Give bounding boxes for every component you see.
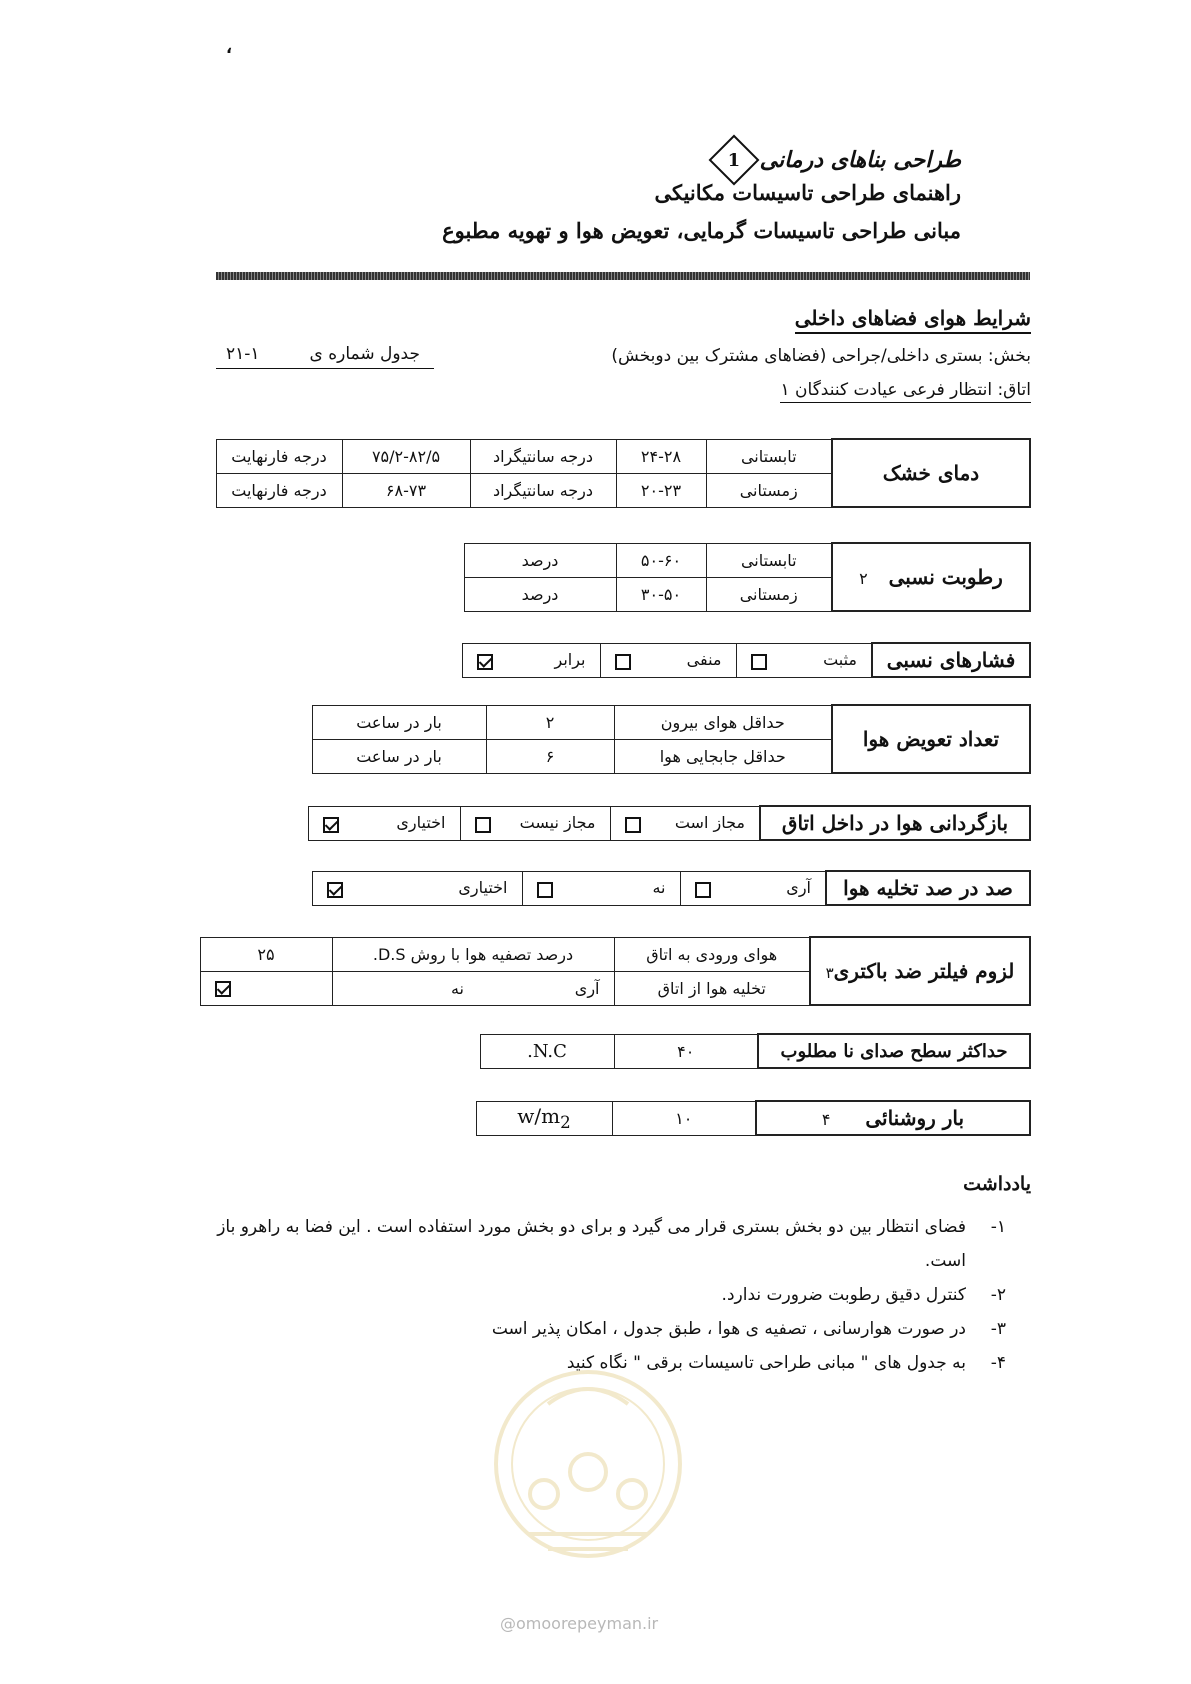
header-line1: طراحی بناهای درمانی <box>759 147 961 173</box>
note-text: به جدول های " مبانی طراحی تاسیسات برقی " نگاه کنید <box>566 1353 966 1373</box>
filter-efficiency-desc: درصد تصفیه هوا با روش D.S. <box>332 937 614 971</box>
humidity-label <box>832 543 1030 611</box>
recirculation-option-allowed[interactable] <box>610 806 760 840</box>
lighting-value: ۱۰ <box>612 1101 756 1135</box>
header-line2: راهنمای طراحی تاسیسات مکانیکی <box>654 180 961 205</box>
note-number: ۳- <box>990 1319 1006 1339</box>
temp-c-unit: درجه سانتیگراد <box>470 439 616 473</box>
lighting-unit-base: w/m <box>517 1104 561 1128</box>
noise-table <box>480 1033 1032 1069</box>
filter-option-no[interactable] <box>332 971 478 1005</box>
min-outdoor-air-value: ۲ <box>486 705 614 739</box>
note-text: کنترل دقیق رطوبت ضرورت ندارد. <box>721 1285 966 1305</box>
notes-title: یادداشت <box>963 1173 1031 1195</box>
temp-f-winter: ۶۸-۷۳ <box>342 473 470 507</box>
checkbox-allowed[interactable] <box>625 817 641 833</box>
humidity-table <box>464 542 1032 612</box>
temp-f-unit: درجه فارنهایت <box>216 473 342 507</box>
noise-label: حداکثر سطح صدای نا مطلوب <box>758 1034 1030 1068</box>
filter-efficiency-value: ۲۵ <box>200 937 332 971</box>
filter-no-checkbox-cell[interactable] <box>200 971 332 1005</box>
option-label: نه <box>450 978 464 998</box>
noise-unit: N.C. <box>480 1034 614 1068</box>
air-change-unit: بار در ساعت <box>312 739 486 773</box>
exhaust-option-no[interactable] <box>522 871 680 905</box>
pressure-table <box>462 642 1032 678</box>
filter-note-ref: ۳ <box>825 964 834 982</box>
lighting-unit <box>476 1101 612 1135</box>
option-label: آری <box>786 878 811 897</box>
filter-option-yes[interactable] <box>478 971 614 1005</box>
option-label: مجاز نیست <box>519 813 596 832</box>
temp-c-summer: ۲۴-۲۸ <box>616 439 706 473</box>
lighting-label-text: بار روشنائی <box>865 1106 965 1130</box>
temp-f-summer: ۷۵/۲-۸۲/۵ <box>342 439 470 473</box>
chapter-badge-number: 1 <box>727 149 740 171</box>
table-number-value: ۲۱-۱ <box>226 344 260 364</box>
checkbox-negative[interactable] <box>615 654 631 670</box>
min-total-air-value: ۶ <box>486 739 614 773</box>
air-change-table <box>312 704 1032 774</box>
pressure-option-equal[interactable] <box>462 643 600 677</box>
recirculation-option-not-allowed[interactable] <box>460 806 610 840</box>
filter-exhaust-air: تخلیه هوا از اتاق <box>614 971 810 1005</box>
watermark-text: @omoorepeyman.ir <box>500 1614 659 1633</box>
option-label: مجاز است <box>674 813 745 832</box>
room-line: اتاق: انتظار فرعی عیادت کنندگان ۱ <box>780 380 1031 403</box>
checkbox-equal-checked[interactable] <box>477 654 493 670</box>
header-divider <box>216 272 1030 280</box>
note-number: ۱- <box>990 1217 1006 1237</box>
table-number-label: جدول شماره ی <box>309 344 420 364</box>
watermark-logo-icon <box>488 1344 688 1584</box>
lighting-note-ref: ۴ <box>821 1110 831 1129</box>
exhaust-option-optional[interactable] <box>312 871 522 905</box>
note-number: ۲- <box>990 1285 1006 1305</box>
note-number: ۴- <box>990 1353 1006 1373</box>
humidity-unit: درصد <box>464 577 616 611</box>
note-item <box>206 1210 1006 1278</box>
dry-temp-label: دمای خشک <box>832 439 1030 507</box>
humidity-summer: ۵۰-۶۰ <box>616 543 706 577</box>
note-text: در صورت هوارسانی ، تصفیه ی هوا ، طبق جدول ، امکان پذیر است <box>491 1319 966 1339</box>
note-item <box>206 1278 1006 1312</box>
humidity-label-text: رطوبت نسبی <box>888 565 1003 589</box>
lighting-label <box>756 1101 1030 1135</box>
section-title: شرایط هوای فضاهای داخلی <box>795 306 1031 334</box>
temp-c-unit: درجه سانتیگراد <box>470 473 616 507</box>
header-title <box>710 142 961 178</box>
option-label: اختیاری <box>458 878 508 897</box>
pressure-option-positive[interactable] <box>736 643 872 677</box>
pressure-label: فشارهای نسبی <box>872 643 1030 677</box>
temp-c-winter: ۲۰-۲۳ <box>616 473 706 507</box>
table-number <box>216 344 434 369</box>
exhaust-option-yes[interactable] <box>680 871 826 905</box>
lighting-table <box>476 1100 1032 1136</box>
recirculation-label: بازگردانی هوا در داخل اتاق <box>760 806 1030 840</box>
checkbox-no-checked[interactable] <box>215 981 231 997</box>
filter-table <box>200 936 1032 1006</box>
filter-label <box>810 937 1030 1005</box>
chapter-badge <box>708 135 759 186</box>
exhaust-table <box>312 870 1032 906</box>
lighting-unit-sub: 2 <box>560 1113 571 1132</box>
season-winter: زمستانی <box>706 473 832 507</box>
option-label: آری <box>574 978 600 998</box>
option-label: اختیاری <box>396 813 446 832</box>
season-winter: زمستانی <box>706 577 832 611</box>
humidity-winter: ۳۰-۵۰ <box>616 577 706 611</box>
option-label: مثبت <box>823 650 857 669</box>
air-change-unit: بار در ساعت <box>312 705 486 739</box>
humidity-note-ref: ۲ <box>859 569 868 588</box>
department-line: بخش: بستری داخلی/جراحی (فضاهای مشترک بین دوبخش) <box>611 346 1031 366</box>
checkbox-not-allowed[interactable] <box>475 817 491 833</box>
checkbox-optional-checked[interactable] <box>323 817 339 833</box>
recirculation-table <box>308 805 1032 841</box>
checkbox-yes[interactable] <box>695 882 711 898</box>
recirculation-option-optional[interactable] <box>308 806 460 840</box>
checkbox-no[interactable] <box>537 882 553 898</box>
min-outdoor-air: حداقل هوای بیرون <box>614 705 832 739</box>
air-change-label: تعداد تعویض هوا <box>832 705 1030 773</box>
humidity-unit: درصد <box>464 543 616 577</box>
filter-supply-air: هوای ورودی به اتاق <box>614 937 810 971</box>
pressure-option-negative[interactable] <box>600 643 736 677</box>
option-label: نه <box>652 878 666 897</box>
checkbox-optional-checked[interactable] <box>327 882 343 898</box>
page-mark: ، <box>226 38 233 57</box>
season-summer: تابستانی <box>706 439 832 473</box>
season-summer: تابستانی <box>706 543 832 577</box>
option-label: برابر <box>554 650 586 669</box>
temp-f-unit: درجه فارنهایت <box>216 439 342 473</box>
filter-label-text: لزوم فیلتر ضد باکتری <box>833 959 1015 983</box>
note-text: فضای انتظار بین دو بخش بستری قرار می گیرد و برای دو بخش مورد استفاده است . این فضا به راهرو باز است. <box>217 1217 966 1271</box>
note-item <box>206 1312 1006 1346</box>
checkbox-positive[interactable] <box>751 654 767 670</box>
option-label: منفی <box>686 650 722 669</box>
min-total-air: حداقل جابجایی هوا <box>614 739 832 773</box>
noise-value: ۴۰ <box>614 1034 758 1068</box>
exhaust-label: صد در صد تخلیه هوا <box>826 871 1030 905</box>
header-line3: مبانی طراحی تاسیسات گرمایی، تعویض هوا و تهویه مطبوع <box>442 218 961 243</box>
dry-temp-table <box>216 438 1032 508</box>
